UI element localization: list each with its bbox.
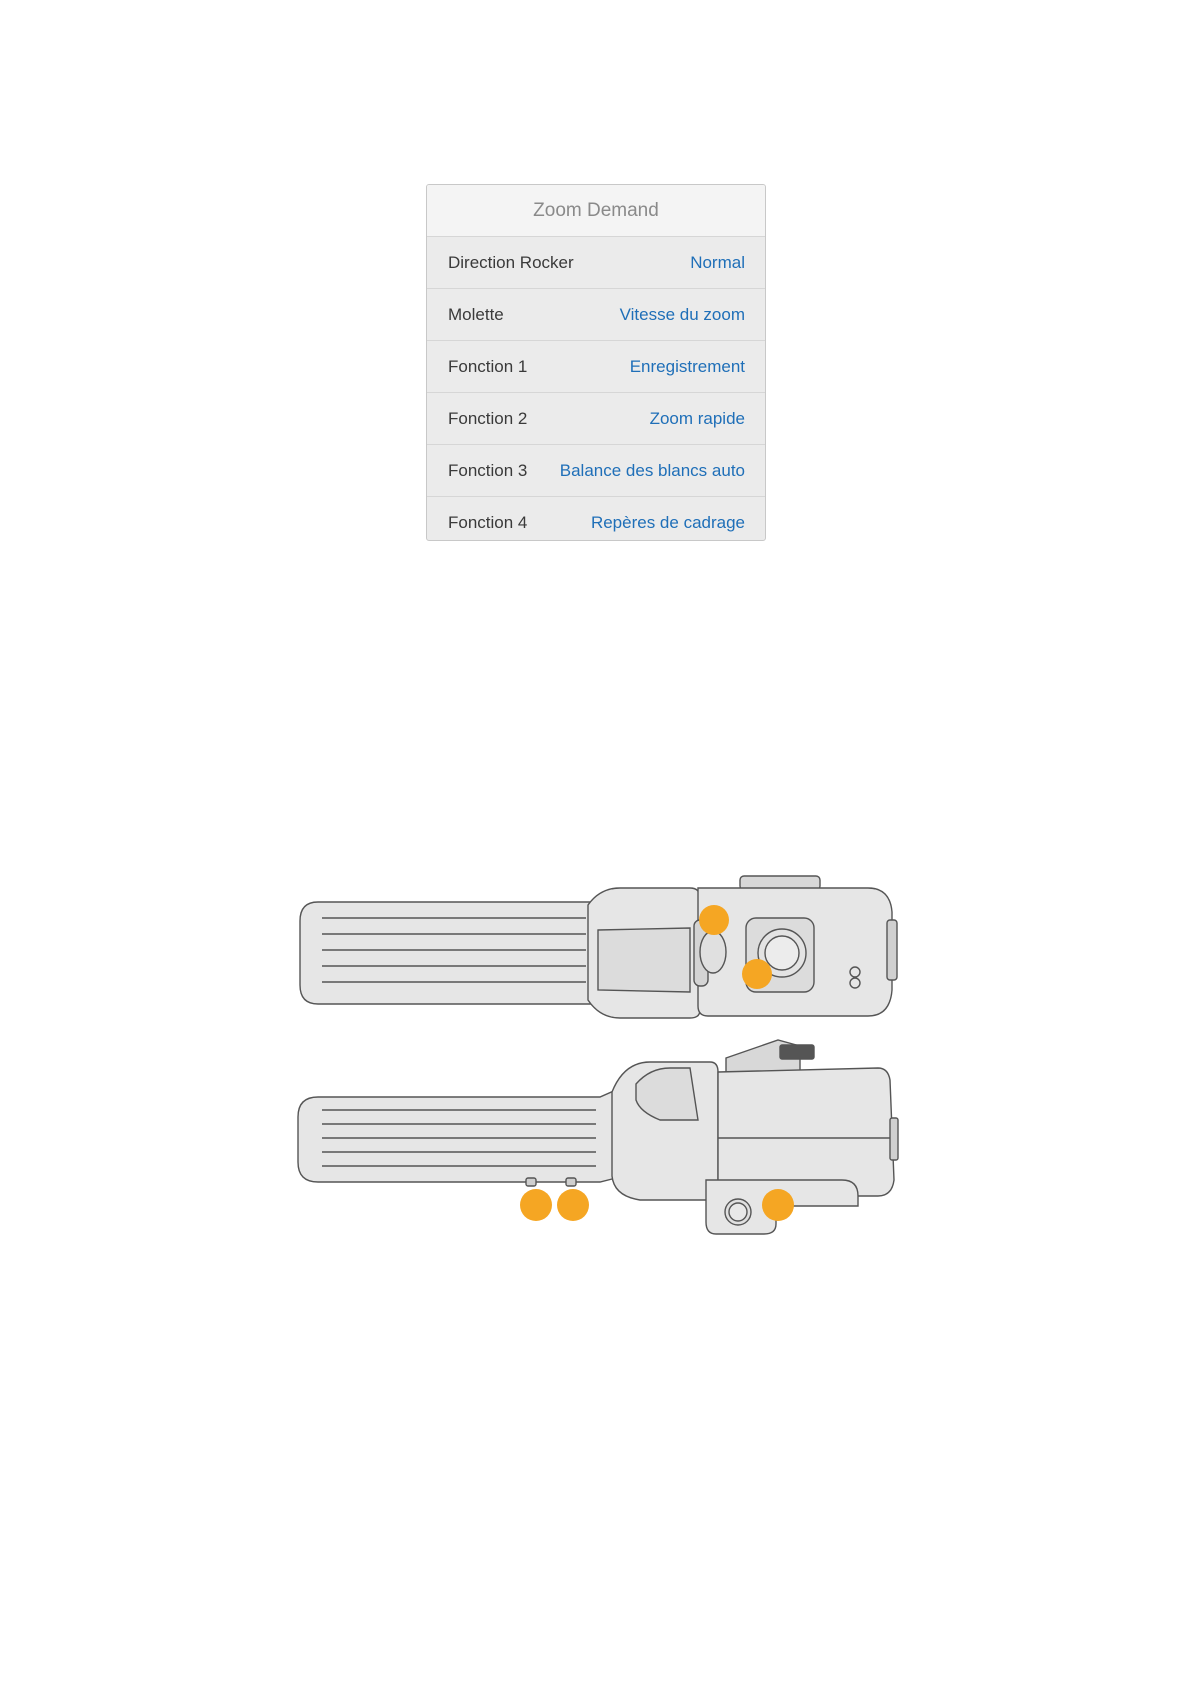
row-value[interactable]: Balance des blancs auto: [559, 460, 745, 480]
zoom-demand-handle-illustration: [280, 860, 920, 1240]
row-label: Molette: [448, 304, 504, 324]
row-value[interactable]: Normal: [690, 252, 745, 272]
menu-row-molette[interactable]: [427, 289, 765, 341]
menu-row-fonction-1[interactable]: [427, 341, 765, 393]
zoom-demand-menu: [426, 184, 766, 541]
row-value[interactable]: Vitesse du zoom: [619, 304, 745, 324]
row-value[interactable]: Enregistrement: [629, 356, 745, 376]
menu-title: Zoom Demand: [427, 185, 765, 237]
handle-side-view: [298, 1040, 898, 1234]
callout-marker-4: [557, 1189, 589, 1221]
row-value[interactable]: Repères de cadrage: [590, 512, 745, 532]
menu-row-direction-rocker[interactable]: [427, 237, 765, 289]
row-label: Fonction 2: [448, 408, 528, 428]
callout-marker-3: [520, 1189, 552, 1221]
menu-row-fonction-4[interactable]: [427, 497, 765, 541]
row-label: Fonction 3: [448, 460, 528, 480]
callout-marker-1: [699, 905, 729, 935]
row-label: Direction Rocker: [448, 252, 574, 272]
callout-marker-5: [762, 1189, 794, 1221]
callout-marker-2: [742, 959, 772, 989]
menu-row-fonction-3[interactable]: [427, 445, 765, 497]
row-label: Fonction 4: [448, 512, 528, 532]
row-value[interactable]: Zoom rapide: [649, 408, 745, 428]
handle-top-view: [300, 876, 897, 1018]
row-label: Fonction 1: [448, 356, 528, 376]
menu-row-fonction-2[interactable]: [427, 393, 765, 445]
